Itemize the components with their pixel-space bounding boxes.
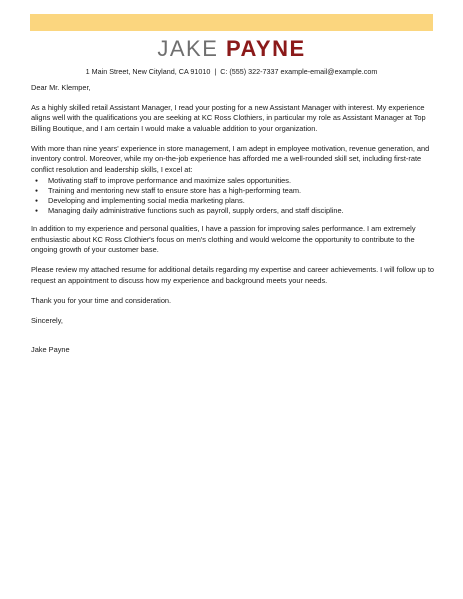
separator: |: [214, 67, 217, 76]
thanks-line: Thank you for your time and consideration.: [31, 295, 172, 305]
letter-body: [31, 83, 435, 365]
paragraph-intro: As a highly skilled retail Assistant Manager, I read your posting for a new Assistant Manager with interest. My experience aligns well with the qualifications you are seeking at KC Ross Clothiers, in particular my role as Assistant Manager at Top Billing Boutique, and I am certain I would make a valuable addition to your organization.: [31, 103, 426, 133]
paragraph-experience: With more than nine years' experience in store management, I am adept in employee motivation, revenue generation, and inventory control. Moreover, while my on-the-job experience has afforded me a well-rounded skill set, including first-rate conflict resolution and leadership skills, I excel at:: [31, 143, 430, 174]
list-item: ● Developing and implementing social media marketing plans.: [48, 196, 435, 206]
first-name: JAKE: [157, 36, 219, 61]
address: 1 Main Street, New Cityland, CA 91010: [85, 67, 211, 76]
skills-list: [31, 176, 435, 217]
list-item: ● Managing daily administrative functions such as payroll, supply orders, and staff discipline.: [48, 206, 435, 216]
paragraph-follow-up: Please review my attached resume for additional details regarding my expertise and career achievements. I will follow up to request an appointment to discuss how my experience and background meets your needs.: [31, 265, 434, 285]
paragraph-passion: In addition to my experience and personal qualities, I have a passion for improving sales performance. I am extremely enthusiastic about KC Ross Clothier's focus on men's clothing and would welcome the opportunity to contribute to the ongoing growth of your customer base.: [31, 224, 416, 255]
list-item: ● Motivating staff to improve performance and maximize sales opportunities.: [48, 176, 435, 186]
applicant-name: [0, 36, 463, 62]
last-name: PAYNE: [226, 36, 306, 61]
phone: C: (555) 322-7337: [220, 67, 279, 76]
list-item: ● Training and mentoring new staff to ensure store has a high-performing team.: [48, 186, 435, 196]
salutation: Dear Mr. Klemper,: [31, 83, 91, 92]
signature-name: Jake Payne: [31, 345, 70, 355]
contact-line: [0, 67, 463, 77]
email: example-email@example.com: [280, 67, 378, 76]
closing: Sincerely,: [31, 315, 63, 325]
header-accent-bar: [30, 14, 433, 31]
